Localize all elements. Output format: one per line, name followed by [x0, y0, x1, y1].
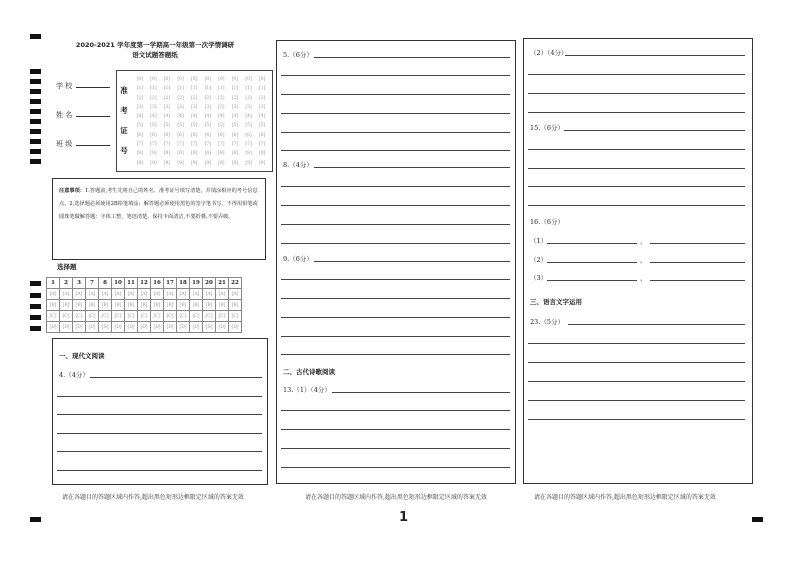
answer-line[interactable]: [314, 167, 510, 168]
ticket-bubble[interactable]: [4]: [136, 114, 143, 120]
section-heading: 三、语言文字运用: [530, 298, 582, 306]
choice-bubble[interactable]: [D]: [164, 322, 177, 333]
timing-mark: [30, 34, 41, 39]
answer-line[interactable]: [528, 74, 745, 75]
ticket-bubble[interactable]: [0]: [218, 77, 225, 82]
ticket-bubble[interactable]: [5]: [218, 123, 225, 129]
choice-bubble[interactable]: [B]: [73, 300, 86, 311]
choice-bubble[interactable]: [B]: [125, 300, 138, 311]
choice-bubble[interactable]: [C]: [151, 311, 164, 322]
choice-bubble[interactable]: [A]: [216, 289, 229, 300]
choice-bubble[interactable]: [D]: [112, 322, 125, 333]
ticket-bubble[interactable]: [9]: [177, 160, 184, 166]
section-heading: 一、现代文阅读: [59, 352, 105, 360]
answer-line[interactable]: [281, 243, 510, 244]
choice-bubble[interactable]: [C]: [125, 311, 138, 322]
choice-bubble[interactable]: [B]: [112, 300, 125, 311]
answer-line[interactable]: [564, 130, 745, 131]
ticket-bubble[interactable]: [0]: [204, 77, 211, 82]
choice-number: 8: [99, 278, 112, 289]
timing-mark: [30, 149, 41, 154]
choice-bubble[interactable]: [A]: [177, 289, 190, 300]
timing-mark: [752, 517, 763, 522]
choice-bubble[interactable]: [B]: [216, 300, 229, 311]
ticket-bubble[interactable]: [3]: [245, 104, 252, 110]
ticket-label-char: 考: [120, 106, 128, 115]
choice-bubble[interactable]: [D]: [229, 322, 242, 333]
choice-bubble[interactable]: [C]: [164, 311, 177, 322]
timing-mark: [30, 129, 41, 134]
ticket-bubble[interactable]: [1]: [190, 86, 198, 92]
choice-bubble[interactable]: [C]: [99, 311, 112, 322]
ticket-bubble[interactable]: [9]: [150, 160, 157, 166]
ticket-number-box[interactable]: [116, 70, 273, 172]
answer-line[interactable]: [565, 55, 745, 56]
ticket-bubble[interactable]: [7]: [258, 142, 266, 148]
answer-line[interactable]: [281, 150, 510, 151]
ticket-bubble[interactable]: [3]: [231, 104, 239, 110]
comma: ，: [640, 256, 647, 264]
choice-bubble[interactable]: [A]: [151, 289, 164, 300]
answer-line[interactable]: [281, 205, 510, 206]
ticket-bubble[interactable]: [2]: [163, 95, 171, 101]
ticket-bubble[interactable]: [7]: [231, 142, 239, 148]
choice-bubble[interactable]: [C]: [190, 311, 203, 322]
timing-mark: [30, 99, 41, 104]
choice-bubble[interactable]: [A]: [203, 289, 216, 300]
choice-bubble[interactable]: [C]: [177, 311, 190, 322]
ticket-bubble[interactable]: [9]: [231, 160, 239, 166]
choice-bubble[interactable]: [A]: [229, 289, 242, 300]
answer-line[interactable]: [57, 470, 262, 471]
question-15-label: 15.（6分）: [530, 124, 564, 132]
page-number: 1: [399, 510, 409, 525]
ticket-bubble[interactable]: [3]: [177, 104, 184, 110]
answer-line[interactable]: [528, 362, 745, 363]
choice-table[interactable]: [46, 277, 242, 333]
choice-bubble[interactable]: [D]: [99, 322, 112, 333]
ticket-bubble[interactable]: [5]: [245, 123, 252, 129]
ticket-bubble[interactable]: [6]: [204, 132, 211, 138]
choice-bubble[interactable]: [B]: [151, 300, 164, 311]
choice-bubble[interactable]: [C]: [112, 311, 125, 322]
choice-bubble[interactable]: [D]: [125, 322, 138, 333]
ticket-bubble[interactable]: [4]: [177, 114, 184, 120]
choice-number: 1: [47, 278, 60, 289]
answer-line[interactable]: [281, 410, 510, 411]
choice-bubble[interactable]: [A]: [190, 289, 203, 300]
timing-mark: [30, 69, 41, 74]
answer-panel-3: [523, 38, 753, 484]
ticket-bubble[interactable]: [9]: [136, 160, 143, 166]
choice-bubble[interactable]: [B]: [86, 300, 99, 311]
ticket-bubble[interactable]: [0]: [136, 77, 143, 82]
section-heading: 二、古代诗歌阅读: [283, 368, 335, 376]
choice-bubble[interactable]: [D]: [47, 322, 60, 333]
answer-line[interactable]: [650, 280, 745, 281]
timing-mark: [30, 139, 41, 144]
answer-line[interactable]: [528, 112, 745, 113]
choice-number: 21: [216, 278, 229, 289]
ticket-bubble[interactable]: [8]: [218, 151, 225, 157]
ticket-bubble[interactable]: [4]: [150, 114, 157, 120]
choice-bubble[interactable]: [A]: [164, 289, 177, 300]
question-4-label: 4.（4分）: [59, 371, 89, 379]
class-field[interactable]: [56, 139, 110, 149]
ticket-bubble[interactable]: [8]: [163, 151, 171, 157]
choice-bubble[interactable]: [D]: [73, 322, 86, 333]
timing-mark: [30, 109, 41, 114]
ticket-bubble[interactable]: [0]: [231, 77, 239, 82]
answer-line[interactable]: [650, 243, 745, 244]
choice-bubble[interactable]: [D]: [151, 322, 164, 333]
question-8-label: 8.（4分）: [283, 161, 313, 169]
ticket-label-char: 准: [120, 86, 128, 95]
choice-bubble[interactable]: [B]: [138, 300, 151, 311]
choice-bubble[interactable]: [B]: [99, 300, 112, 311]
ticket-bubble[interactable]: [2]: [218, 95, 225, 101]
answer-line[interactable]: [281, 298, 510, 299]
question-13-2-label: （2）（4分）: [530, 49, 568, 57]
choice-bubble[interactable]: [A]: [73, 289, 86, 300]
answer-line[interactable]: [568, 324, 745, 325]
choice-number: 18: [177, 278, 190, 289]
comma: ，: [640, 237, 647, 245]
answer-line[interactable]: [547, 262, 637, 263]
answer-line[interactable]: [281, 186, 510, 187]
footer-note: 请在各题目的答题区域内作答,超出黑色矩形边框限定区域的答案无效: [534, 494, 716, 501]
ticket-bubble[interactable]: [6]: [218, 132, 225, 138]
ticket-bubble[interactable]: [6]: [231, 132, 239, 138]
answer-line[interactable]: [281, 354, 510, 355]
ticket-bubble[interactable]: [7]: [218, 142, 225, 148]
ticket-bubble[interactable]: [2]: [177, 95, 184, 101]
answer-line[interactable]: [547, 280, 637, 281]
ticket-bubble[interactable]: [8]: [136, 151, 143, 157]
choice-bubble[interactable]: [B]: [229, 300, 242, 311]
ticket-bubble[interactable]: [4]: [231, 114, 239, 120]
answer-line[interactable]: [281, 467, 510, 468]
choice-bubble[interactable]: [C]: [47, 311, 60, 322]
choice-bubble[interactable]: [C]: [203, 311, 216, 322]
choice-bubble[interactable]: [D]: [190, 322, 203, 333]
ticket-bubble[interactable]: [5]: [231, 123, 239, 129]
ticket-bubble[interactable]: [1]: [245, 86, 252, 92]
name-label: 姓 名: [56, 111, 73, 119]
ticket-bubble[interactable]: [1]: [136, 86, 143, 92]
answer-line[interactable]: [57, 414, 262, 415]
choice-bubble[interactable]: [A]: [60, 289, 73, 300]
ticket-bubble[interactable]: [2]: [258, 95, 266, 101]
choice-bubble[interactable]: [B]: [203, 300, 216, 311]
ticket-bubble[interactable]: [1]: [177, 86, 184, 92]
question-16-label: 16.（6分）: [530, 218, 564, 226]
answer-line[interactable]: [528, 149, 745, 150]
ticket-bubble[interactable]: [7]: [245, 142, 252, 148]
comma: ，: [640, 274, 647, 282]
answer-line[interactable]: [281, 448, 510, 449]
ticket-bubble[interactable]: [1]: [218, 86, 225, 92]
question-9-label: 9.（6分）: [283, 255, 313, 263]
answer-line[interactable]: [57, 433, 262, 434]
footer-note: 请在各题目的答题区域内作答,超出黑色矩形边框限定区域的答案无效: [62, 494, 244, 501]
ticket-bubble[interactable]: [9]: [190, 160, 198, 166]
ticket-bubble[interactable]: [4]: [190, 114, 198, 120]
answer-panel-1: [52, 338, 268, 485]
name-field[interactable]: [56, 110, 110, 120]
choice-bubble[interactable]: [D]: [60, 322, 73, 333]
choice-bubble[interactable]: [B]: [177, 300, 190, 311]
ticket-bubble[interactable]: [1]: [231, 86, 239, 92]
ticket-label-char: 证: [120, 126, 128, 135]
timing-mark: [30, 517, 41, 522]
answer-line[interactable]: [528, 381, 745, 382]
ticket-bubble[interactable]: [1]: [163, 86, 171, 92]
question-16-3-label: （3）: [530, 274, 548, 282]
page-subtitle: 语文试题答题纸: [132, 51, 178, 59]
choice-bubble[interactable]: [A]: [125, 289, 138, 300]
choice-bubble[interactable]: [B]: [47, 300, 60, 311]
ticket-bubble[interactable]: [1]: [204, 86, 211, 92]
ticket-bubble-grid[interactable]: [133, 75, 269, 168]
ticket-bubble[interactable]: [6]: [258, 132, 266, 138]
choice-number: 16: [151, 278, 164, 289]
choice-bubble[interactable]: [D]: [177, 322, 190, 333]
question-5-label: 5.（6分）: [283, 51, 313, 59]
answer-line[interactable]: [528, 343, 745, 344]
answer-line[interactable]: [528, 205, 745, 206]
timing-mark: [30, 315, 41, 320]
answer-line[interactable]: [528, 93, 745, 94]
school-field[interactable]: [56, 81, 110, 91]
answer-line[interactable]: [281, 75, 510, 76]
question-23-label: 23.（5分）: [530, 318, 564, 326]
ticket-bubble[interactable]: [2]: [231, 95, 239, 101]
timing-mark: [30, 159, 41, 164]
ticket-bubble[interactable]: [7]: [136, 142, 143, 148]
ticket-bubble[interactable]: [9]: [218, 160, 225, 166]
ticket-bubble[interactable]: [0]: [163, 77, 171, 82]
class-label: 班 级: [56, 140, 73, 148]
choice-number: 17: [164, 278, 177, 289]
ticket-bubble[interactable]: [7]: [150, 142, 157, 148]
choice-bubble[interactable]: [C]: [138, 311, 151, 322]
choice-bubble[interactable]: [B]: [164, 300, 177, 311]
timing-mark: [30, 79, 41, 84]
ticket-bubble[interactable]: [8]: [231, 151, 239, 157]
answer-line[interactable]: [528, 186, 745, 187]
ticket-bubble[interactable]: [7]: [204, 142, 211, 148]
ticket-bubble[interactable]: [4]: [218, 114, 225, 120]
ticket-bubble[interactable]: [0]: [150, 77, 157, 82]
choice-bubble[interactable]: [D]: [138, 322, 151, 333]
ticket-bubble[interactable]: [3]: [204, 104, 211, 110]
ticket-bubble[interactable]: [8]: [204, 151, 211, 157]
answer-line[interactable]: [528, 168, 745, 169]
ticket-bubble[interactable]: [3]: [163, 104, 171, 110]
ticket-bubble[interactable]: [5]: [177, 123, 184, 129]
ticket-bubble[interactable]: [0]: [258, 77, 266, 82]
ticket-bubble[interactable]: [6]: [163, 132, 171, 138]
answer-line[interactable]: [332, 392, 510, 393]
answer-line[interactable]: [281, 94, 510, 95]
footer-note: 请在各题目的答题区域内作答,超出黑色矩形边框限定区域的答案无效: [305, 494, 487, 501]
answer-line[interactable]: [281, 317, 510, 318]
ticket-bubble[interactable]: [3]: [150, 104, 157, 110]
question-13-label: 13.（1）（4分）: [283, 386, 331, 394]
choice-bubble[interactable]: [C]: [229, 311, 242, 322]
ticket-bubble[interactable]: [5]: [204, 123, 211, 129]
ticket-label-char: 号: [120, 146, 128, 155]
ticket-bubble[interactable]: [5]: [136, 123, 143, 129]
ticket-bubble[interactable]: [5]: [190, 123, 198, 129]
choice-number: 3: [73, 278, 86, 289]
ticket-bubble[interactable]: [5]: [150, 123, 157, 129]
ticket-bubble[interactable]: [2]: [204, 95, 211, 101]
choice-number: 20: [203, 278, 216, 289]
answer-line[interactable]: [57, 396, 262, 397]
choice-number: 7: [86, 278, 99, 289]
answer-line[interactable]: [281, 224, 510, 225]
ticket-bubble[interactable]: [9]: [258, 160, 266, 166]
choice-number: 10: [112, 278, 125, 289]
ticket-bubble[interactable]: [2]: [150, 95, 157, 101]
answer-line[interactable]: [281, 336, 510, 337]
choice-bubble[interactable]: [C]: [60, 311, 73, 322]
ticket-bubble[interactable]: [8]: [177, 151, 184, 157]
ticket-bubble[interactable]: [9]: [163, 160, 171, 166]
ticket-bubble[interactable]: [9]: [204, 160, 211, 166]
answer-line[interactable]: [528, 400, 745, 401]
ticket-bubble[interactable]: [6]: [136, 132, 143, 138]
answer-line[interactable]: [281, 279, 510, 280]
choice-number: 12: [138, 278, 151, 289]
choice-bubble[interactable]: [D]: [216, 322, 229, 333]
choice-number: 22: [229, 278, 242, 289]
choice-bubble[interactable]: [C]: [216, 311, 229, 322]
ticket-bubble[interactable]: [0]: [190, 77, 198, 82]
ticket-bubble[interactable]: [0]: [177, 77, 184, 82]
ticket-bubble[interactable]: [5]: [163, 123, 171, 129]
choice-bubble[interactable]: [B]: [60, 300, 73, 311]
choice-bubble[interactable]: [C]: [73, 311, 86, 322]
ticket-bubble[interactable]: [7]: [177, 142, 184, 148]
choice-bubble[interactable]: [A]: [99, 289, 112, 300]
choice-number: 19: [190, 278, 203, 289]
choice-title: 选择题: [57, 263, 77, 271]
answer-line[interactable]: [650, 262, 745, 263]
ticket-bubble[interactable]: [2]: [190, 95, 198, 101]
ticket-bubble[interactable]: [1]: [150, 86, 157, 92]
answer-line[interactable]: [314, 261, 510, 262]
choice-bubble[interactable]: [A]: [86, 289, 99, 300]
ticket-bubble[interactable]: [8]: [150, 151, 157, 157]
choice-bubble[interactable]: [C]: [86, 311, 99, 322]
ticket-bubble[interactable]: [3]: [136, 104, 143, 110]
ticket-bubble[interactable]: [5]: [258, 123, 266, 129]
answer-line[interactable]: [57, 451, 262, 452]
timing-mark: [30, 326, 41, 331]
notice-text: 1.答题前,考生先将自己的姓名、准考证号填写清楚，并填涂相应的考号信息点。2.选择题必须使用2B铅笔填涂；解答题必须使用黑色的签字笔书写，不得用铅笔或圆珠笔做解答题：字体工整、笔迹清楚。保持卡面清洁,不要折叠,不要弄破。: [59, 188, 258, 220]
ticket-bubble[interactable]: [8]: [258, 151, 266, 157]
school-label: 学 校: [56, 82, 73, 90]
notice-heading: 注意事项：: [59, 188, 85, 194]
timing-mark: [30, 304, 41, 309]
ticket-bubble[interactable]: [8]: [245, 151, 252, 157]
choice-bubble[interactable]: [D]: [203, 322, 216, 333]
answer-line[interactable]: [281, 113, 510, 114]
ticket-bubble[interactable]: [7]: [163, 142, 171, 148]
ticket-bubble[interactable]: [8]: [190, 151, 198, 157]
ticket-bubble[interactable]: [3]: [258, 104, 266, 110]
ticket-bubble[interactable]: [6]: [150, 132, 157, 138]
choice-bubble[interactable]: [A]: [138, 289, 151, 300]
ticket-bubble[interactable]: [1]: [258, 86, 266, 92]
question-16-1-label: （1）: [530, 237, 548, 245]
choice-number: 2: [60, 278, 73, 289]
answer-line[interactable]: [281, 132, 510, 133]
answer-line[interactable]: [547, 243, 637, 244]
choice-number: 11: [125, 278, 138, 289]
ticket-bubble[interactable]: [4]: [258, 114, 266, 120]
choice-bubble[interactable]: [D]: [86, 322, 99, 333]
notice-box: [52, 178, 266, 260]
ticket-bubble[interactable]: [0]: [245, 77, 252, 82]
ticket-bubble[interactable]: [4]: [245, 114, 252, 120]
choice-bubble[interactable]: [B]: [190, 300, 203, 311]
question-16-2-label: （2）: [530, 256, 548, 264]
ticket-bubble[interactable]: [3]: [190, 104, 198, 110]
timing-mark: [30, 89, 41, 94]
ticket-bubble[interactable]: [9]: [245, 160, 252, 166]
timing-mark: [30, 281, 41, 286]
ticket-bubble[interactable]: [2]: [245, 95, 252, 101]
choice-bubble[interactable]: [A]: [112, 289, 125, 300]
ticket-bubble[interactable]: [6]: [177, 132, 184, 138]
ticket-bubble[interactable]: [6]: [245, 132, 252, 138]
ticket-bubble[interactable]: [6]: [190, 132, 198, 138]
answer-line[interactable]: [528, 419, 745, 420]
answer-line[interactable]: [90, 377, 262, 378]
ticket-bubble[interactable]: [2]: [136, 95, 143, 101]
answer-line[interactable]: [281, 429, 510, 430]
choice-bubble[interactable]: [A]: [47, 289, 60, 300]
ticket-bubble[interactable]: [4]: [204, 114, 211, 120]
ticket-bubble[interactable]: [7]: [190, 142, 198, 148]
ticket-bubble[interactable]: [3]: [218, 104, 225, 110]
ticket-bubble[interactable]: [4]: [163, 114, 171, 120]
page-title: 2020-2021 学年度第一学期高一年级第一次学情调研: [75, 41, 235, 49]
timing-mark: [30, 119, 41, 124]
timing-mark: [30, 293, 41, 298]
answer-line[interactable]: [314, 57, 510, 58]
